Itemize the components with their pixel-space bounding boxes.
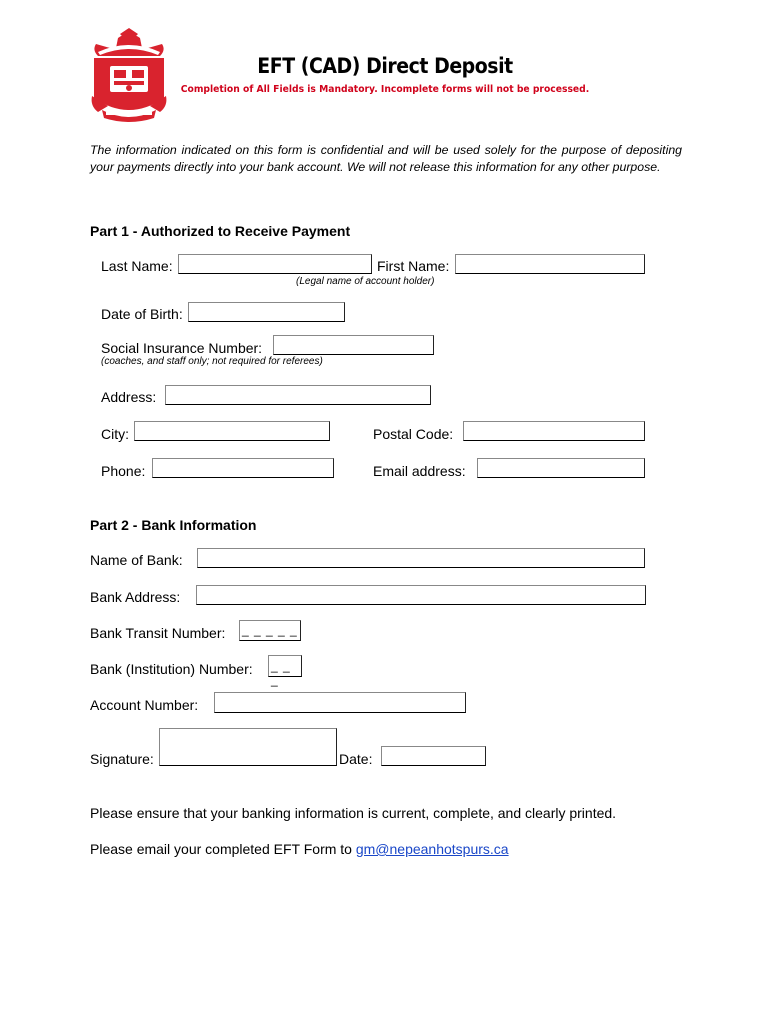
city-label: City: xyxy=(101,426,129,442)
date-label: Date: xyxy=(339,751,373,767)
bank-name-field[interactable] xyxy=(197,548,645,568)
postal-code-field[interactable] xyxy=(463,421,645,441)
first-name-field[interactable] xyxy=(455,254,645,274)
mandatory-notice: Completion of All Fields is Mandatory. Incomplete forms will not be processed. xyxy=(180,84,590,95)
ensure-info-text: Please ensure that your banking information is current, complete, and clearly printed. xyxy=(90,805,617,821)
email-instruction-text: Please email your completed EFT Form to xyxy=(90,841,356,857)
institution-number-field[interactable] xyxy=(268,655,302,687)
email-instruction xyxy=(90,841,509,857)
part1-heading: Part 1 - Authorized to Receive Payment xyxy=(90,223,351,239)
account-number-label: Account Number: xyxy=(90,697,199,713)
transit-number-field[interactable] xyxy=(239,620,301,641)
signature-label: Signature: xyxy=(90,751,154,767)
email-field[interactable] xyxy=(477,458,645,478)
sin-note: (coaches, and staff only; not required for referees) xyxy=(101,356,323,367)
email-link[interactable]: gm@nepeanhotspurs.ca xyxy=(355,841,509,857)
postal-code-label: Postal Code: xyxy=(373,426,454,442)
phone-label: Phone: xyxy=(101,463,146,479)
bank-name-label: Name of Bank: xyxy=(90,552,183,568)
legal-name-note: (Legal name of account holder) xyxy=(296,276,435,287)
sin-field[interactable] xyxy=(273,335,434,355)
signature-field[interactable] xyxy=(159,728,337,766)
first-name-label: First Name: xyxy=(377,258,450,274)
address-label: Address: xyxy=(101,389,157,405)
dob-field[interactable] xyxy=(188,302,345,322)
phone-field[interactable] xyxy=(152,458,334,478)
confidentiality-text: The information indicated on this form is confidential and will be used solely for the purpose of depositing your payments directly into your bank account. We will not release this information for any other purpose. xyxy=(90,143,682,174)
transit-placeholder: _ _ _ _ _ xyxy=(242,623,298,637)
address-field[interactable] xyxy=(165,385,431,405)
city-field[interactable] xyxy=(134,421,330,441)
last-name-field[interactable] xyxy=(178,254,372,274)
last-name-label: Last Name: xyxy=(101,258,173,274)
bank-address-field[interactable] xyxy=(196,585,646,605)
part2-heading: Part 2 - Bank Information xyxy=(90,517,257,533)
account-number-field[interactable] xyxy=(214,692,466,713)
transit-number-label: Bank Transit Number: xyxy=(90,625,226,641)
sin-label: Social Insurance Number: xyxy=(101,340,263,356)
bank-address-label: Bank Address: xyxy=(90,589,181,605)
institution-number-label: Bank (Institution) Number: xyxy=(90,661,253,677)
page-title: EFT (CAD) Direct Deposit xyxy=(257,54,513,78)
institution-placeholder: _ _ _ xyxy=(271,659,291,687)
dob-label: Date of Birth: xyxy=(101,306,183,322)
email-label: Email address: xyxy=(373,463,466,479)
date-field[interactable] xyxy=(381,746,486,766)
